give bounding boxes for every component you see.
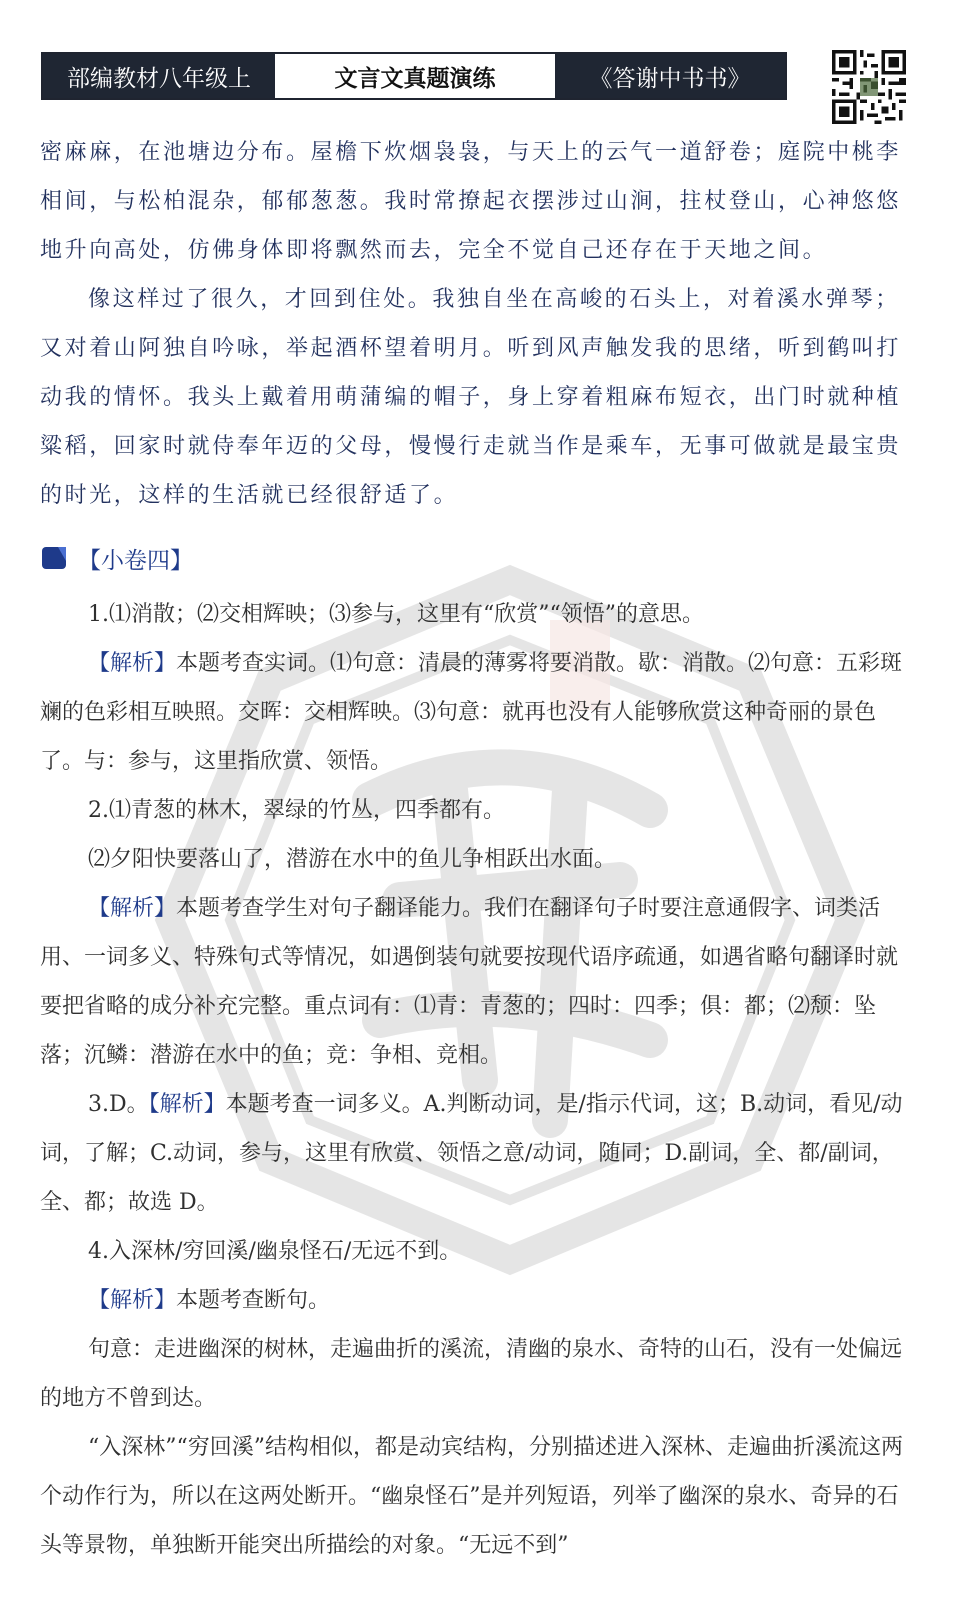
analysis-text: 本题考查一词多义。A.判断动词，是/指示代词，这；B.动词，看见/动词，了解；C.动词，参与，这里有欣赏、领悟之意/动词，随同；D.副词，全、都/副词，全、都；故选 D。 [40, 1092, 903, 1215]
answer-3-head: 3.D。 [88, 1092, 149, 1117]
analysis-text: 本题考查学生对句子翻译能力。我们在翻译句子时要注意通假字、词类活用、一词多义、特殊句式等情况，如遇倒装句就要按现代语序疏通，如遇省略句翻译时就要把省略的成分补充完整。重点词有：⑴青：青葱的；四时：四季；俱：都；⑵颓：坠落；沉鳞：潜游在水中的鱼；竞：争相、竞相。 [40, 896, 899, 1068]
answers-block [40, 590, 910, 1570]
header-section: 文言文真题演练 [275, 54, 555, 98]
answer-4-analysis [40, 1276, 910, 1325]
answer-1: 1.⑴消散；⑵交相辉映；⑶参与，这里有“欣赏”“领悟”的意思。 [88, 602, 704, 627]
header-title: 《答谢中书书》 [555, 54, 785, 98]
analysis-label: 【解析】 [148, 1092, 226, 1117]
answer-1-analysis [40, 639, 910, 786]
analysis-text: 本题考查断句。 [176, 1288, 331, 1313]
translation-paragraph-1: 密麻麻，在池塘边分布。屋檐下炊烟袅袅，与天上的云气一道舒卷；庭院中桃李相间，与松柏混杂，郁郁葱葱。我时常撩起衣摆涉过山涧，拄杖登山，心神悠悠地升向高处，仿佛身体即将飘然而去，完全不觉自己还存在于天地之间。 [40, 140, 902, 263]
header-bar [41, 52, 787, 100]
section-heading [40, 536, 193, 580]
translation-paragraph-2: 像这样过了很久，才回到住处。我独自坐在高峻的石头上，对着溪水弹琴；又对着山阿独自吟咏，举起酒杯望着明月。听到风声触发我的思绪，听到鹤叫打动我的情怀。我头上戴着用萌蒲编的帽子，身上穿着粗麻布短衣，出门时就种植粱稻，回家时就侍奉年迈的父母，慢慢行走就当作是乘车，无事可做就是最宝贵的时光，这样的生活就已经很舒适了。 [40, 287, 902, 508]
translation-text [40, 128, 910, 520]
analysis-label: 【解析】 [88, 896, 177, 921]
answer-4-meaning: 句意：走进幽深的树林，走遍曲折的溪流，清幽的泉水、奇特的山石，没有一处偏远的地方不曾到达。 [40, 1337, 903, 1411]
analysis-label: 【解析】 [88, 651, 177, 676]
answer-2-2: ⑵夕阳快要落山了，潜游在水中的鱼儿争相跃出水面。 [88, 847, 617, 872]
answer-3 [40, 1080, 910, 1227]
answer-2-analysis [40, 884, 910, 1080]
answer-2-1: 2.⑴青葱的林木，翠绿的竹丛，四季都有。 [88, 798, 505, 823]
header-grade: 部编教材八年级上 [43, 54, 275, 98]
analysis-label: 【解析】 [88, 1288, 177, 1313]
qr-code-icon [832, 50, 906, 124]
answer-4-explain: “入深林”“穷回溪”结构相似，都是动宾结构，分别描述进入深林、走遍曲折溪流这两个动作行为，所以在这两处断开。“幽泉怪石”是并列短语，列举了幽深的泉水、奇异的石头等景物，单独断开能突出所描绘的对象。“无远不到” [40, 1435, 903, 1558]
answer-4: 4.入深林/穷回溪/幽泉怪石/无远不到。 [88, 1239, 462, 1264]
bookmark-icon [40, 543, 70, 573]
section-title: 【小卷四】 [78, 547, 193, 574]
analysis-text: 本题考查实词。⑴句意：清晨的薄雾将要消散。歇：消散。⑵句意：五彩斑斓的色彩相互映照。交晖：交相辉映。⑶句意：就再也没有人能够欣赏这种奇丽的景色了。与：参与，这里指欣赏、领悟。 [40, 651, 903, 774]
